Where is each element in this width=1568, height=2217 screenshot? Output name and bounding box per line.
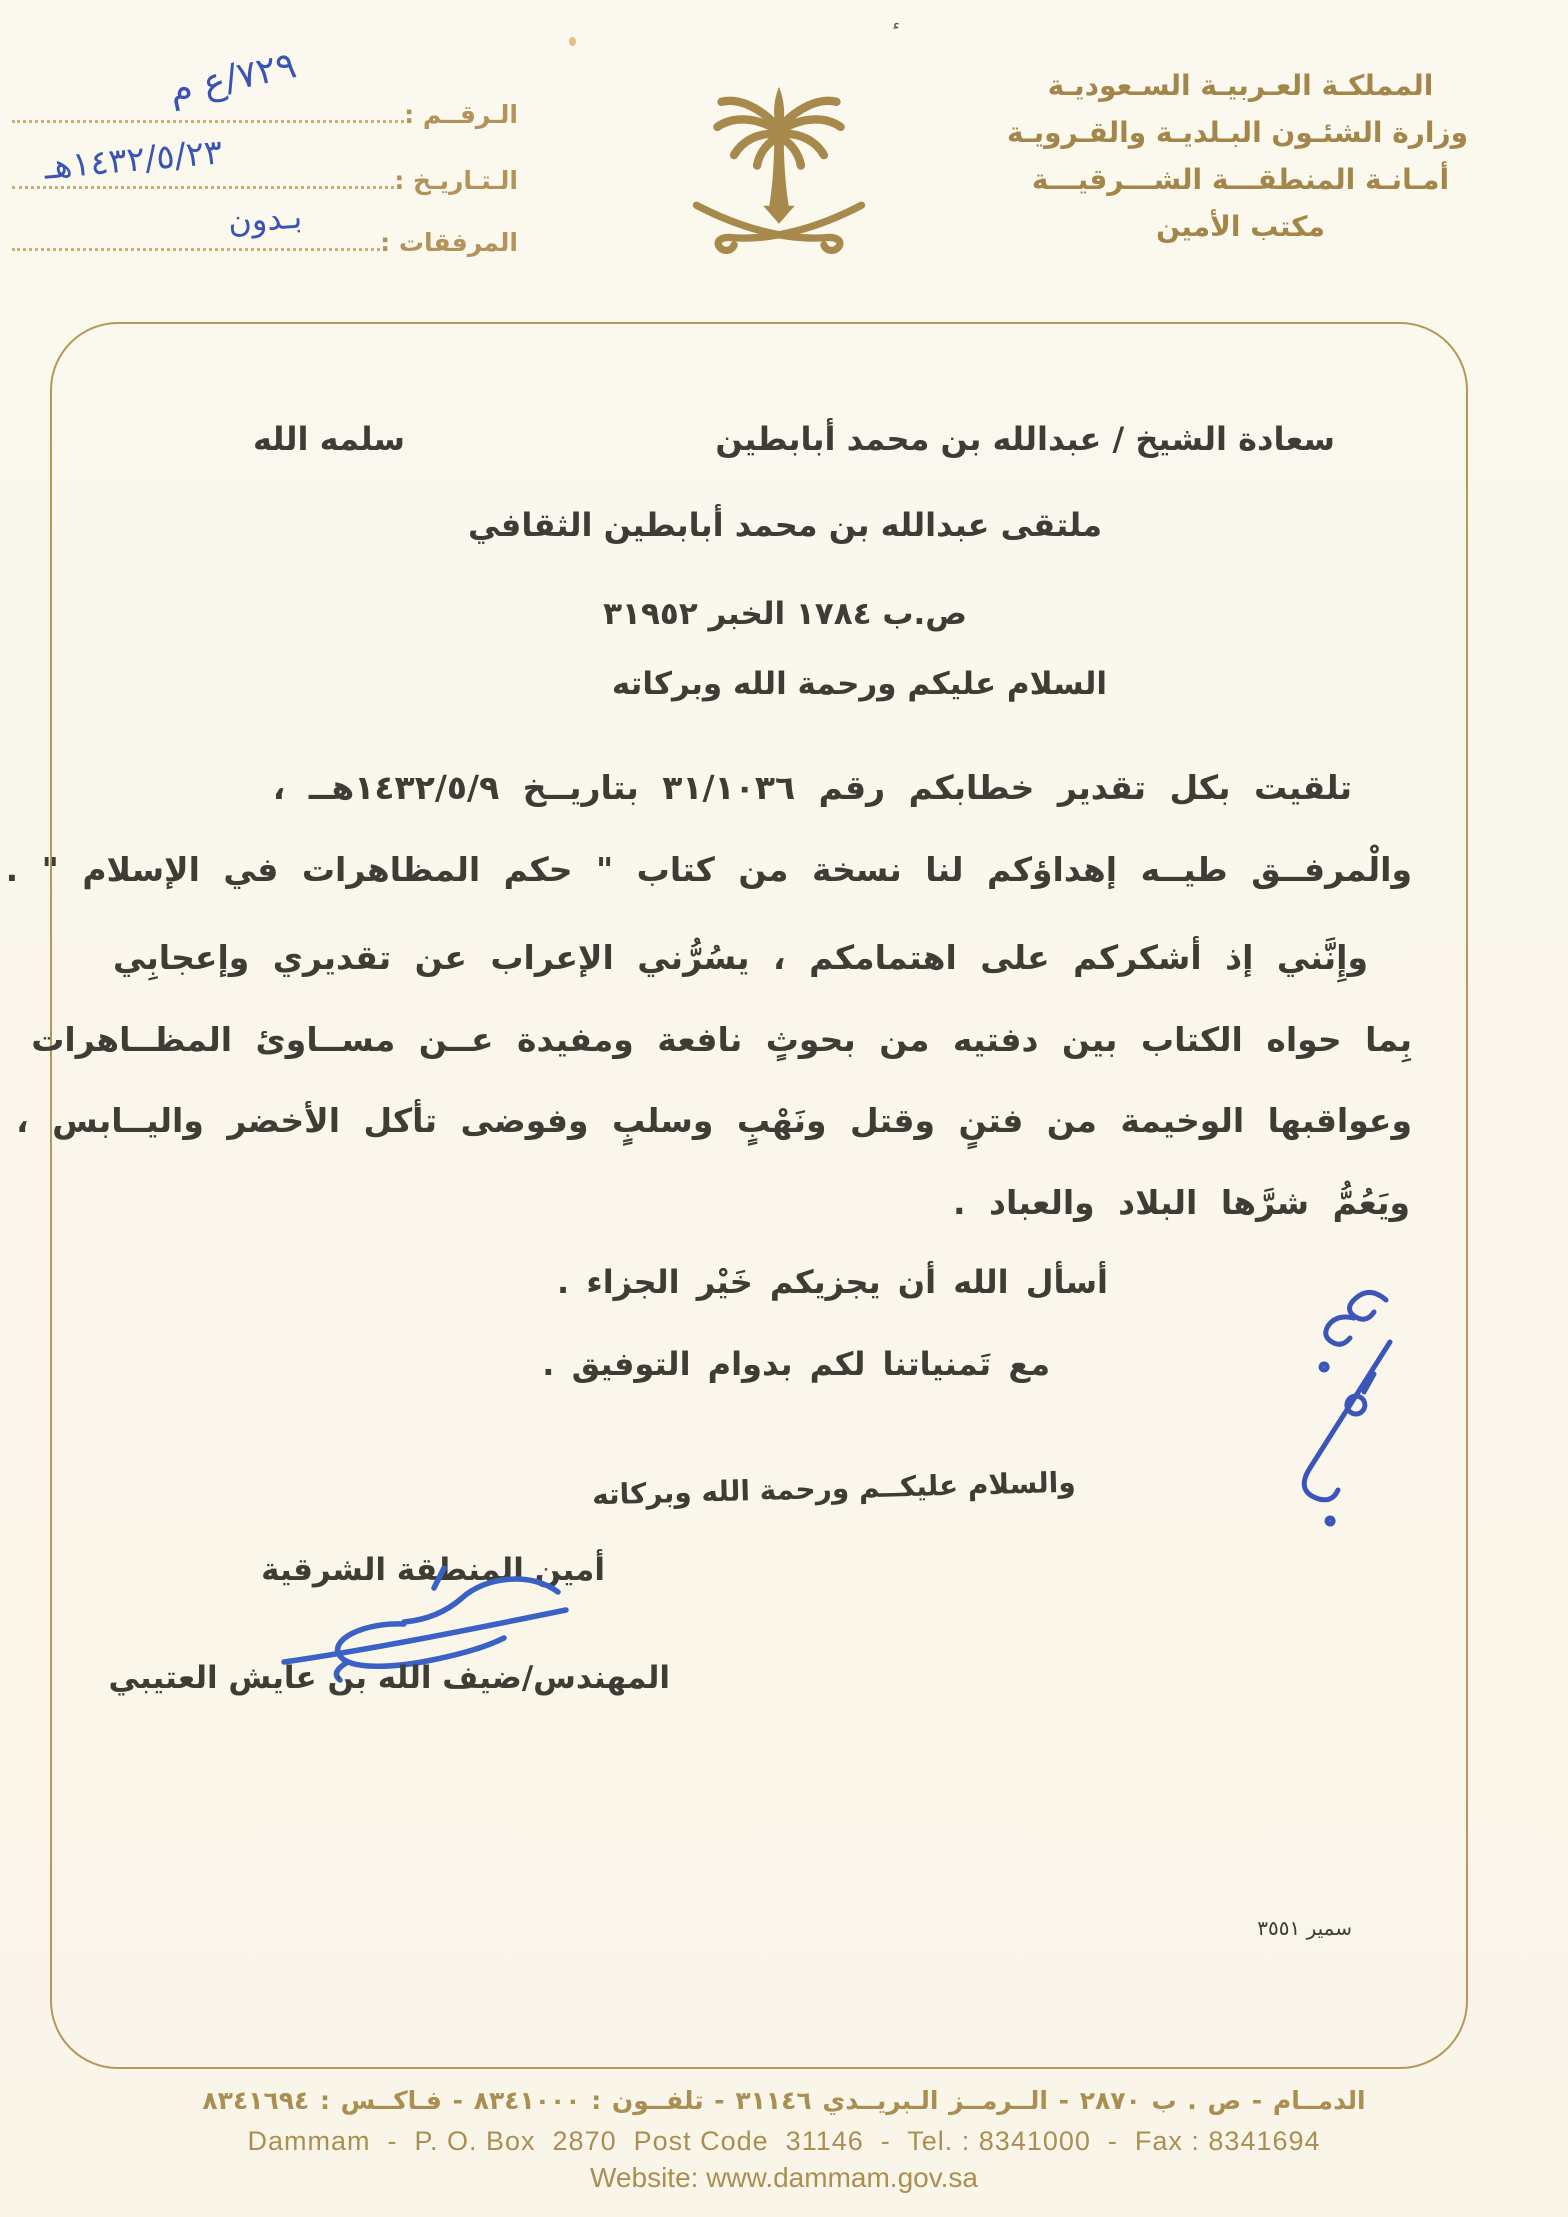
addressee-line: سعادة الشيخ / عبدالله بن محمد أبابطين	[715, 420, 1335, 458]
number-label: الـرقــم :	[404, 100, 518, 129]
date-label: الـتـاريـخ :	[394, 166, 518, 195]
saudi-emblem-palm-swords-icon	[690, 82, 868, 270]
letterhead-office: مكتب الأمين	[1156, 210, 1325, 243]
footer-address-english: Dammam - P. O. Box 2870 Post Code 31146 - Tel. : 8341000 - Fax : 8341694	[247, 2126, 1321, 2156]
letterhead	[1007, 62, 1468, 250]
handwritten-number-value: ٧٢٩/ع م	[164, 43, 300, 112]
dotted-line	[12, 186, 394, 189]
scan-speck: ء	[890, 15, 903, 35]
handwritten-attachments-value: بـدون	[226, 197, 304, 241]
attachments-label: المرفقات :	[380, 228, 518, 257]
addressee-pobox: ص.ب ١٧٨٤ الخبر ٣١٩٥٢	[603, 596, 967, 632]
margin-note-scribble	[1258, 1278, 1438, 1578]
footer-website: Website: www.dammam.gov.sa	[590, 2162, 978, 2193]
ref-note: سمير ٣٥٥١	[1257, 1916, 1352, 1940]
body-line-3: وإِنَّني إذ أشكركم على اهتمامكم ، يسُرُّني الإعراب عن تقديري وإعجابِي	[112, 938, 1368, 977]
scan-speck-gold	[569, 37, 576, 46]
body-line-4: بِما حواه الكتاب بين دفتيه من بحوثٍ نافعة ومفيدة عــن مســاوئ المظــاهرات	[31, 1020, 1412, 1059]
body-line-1: تلقيت بكل تقدير خطابكم رقم ٣١/١٠٣٦ بتاريــخ ١٤٣٢/٥/٩هــ ،	[272, 768, 1352, 807]
signer-title: أمين المنطقة الشرقية	[261, 1552, 605, 1588]
body-line-5: وعواقبها الوخيمة من فتنٍ وقتل ونَهْبٍ وسلبٍ وفوضى تأكل الأخضر واليــابس ،	[16, 1101, 1412, 1140]
prayer-line: أسأل الله أن يجزيكم خَيْر الجزاء .	[557, 1263, 1108, 1301]
closing-salaam-line: والسلام عليكــم ورحمة الله وبركاته	[591, 1465, 1077, 1512]
salutation-line: السلام عليكم ورحمة الله وبركاته	[611, 666, 1107, 702]
letterhead-country: المملكـة العـربيـة السـعوديـة	[1047, 69, 1434, 102]
body-line-2: والْمرفــق طيــه إهداؤكم لنا نسخة من كتاب " حكم المظاهرات في الإسلام " .	[5, 850, 1412, 889]
letterhead-municipality: أمـانـة المنطقـــة الشـــرقيـــة	[1031, 163, 1450, 196]
handwritten-date-value: ١٤٣٢/٥/٢٣هـ	[42, 132, 225, 188]
dotted-line	[12, 248, 380, 251]
wishes-line: مع تَمنياتنا لكم بدوام التوفيق .	[542, 1345, 1050, 1383]
signer-name: المهندس/ضيف الله بن عايش العتيبي	[108, 1660, 670, 1696]
meta-row-number	[6, 100, 522, 129]
addressee-organization: ملتقى عبدالله بن محمد أبابطين الثقافي	[468, 506, 1102, 544]
letterhead-ministry: وزارة الشئـون البـلديـة والقـرويـة	[1007, 116, 1468, 149]
body-line-6: ويَعُمُّ شرَّها البلاد والعباد .	[953, 1183, 1410, 1222]
addressee-honorific: سلمه الله	[253, 420, 405, 458]
footer-address-arabic: الدمــام - ص . ب ٢٨٧٠ - الــرمــز الـبريــدي ٣١١٤٦ - تلفــون : ٨٣٤١٠٠٠ - فـاكــس : ٨٣٤١٦٩٤	[202, 2086, 1366, 2115]
dotted-line	[12, 120, 404, 123]
